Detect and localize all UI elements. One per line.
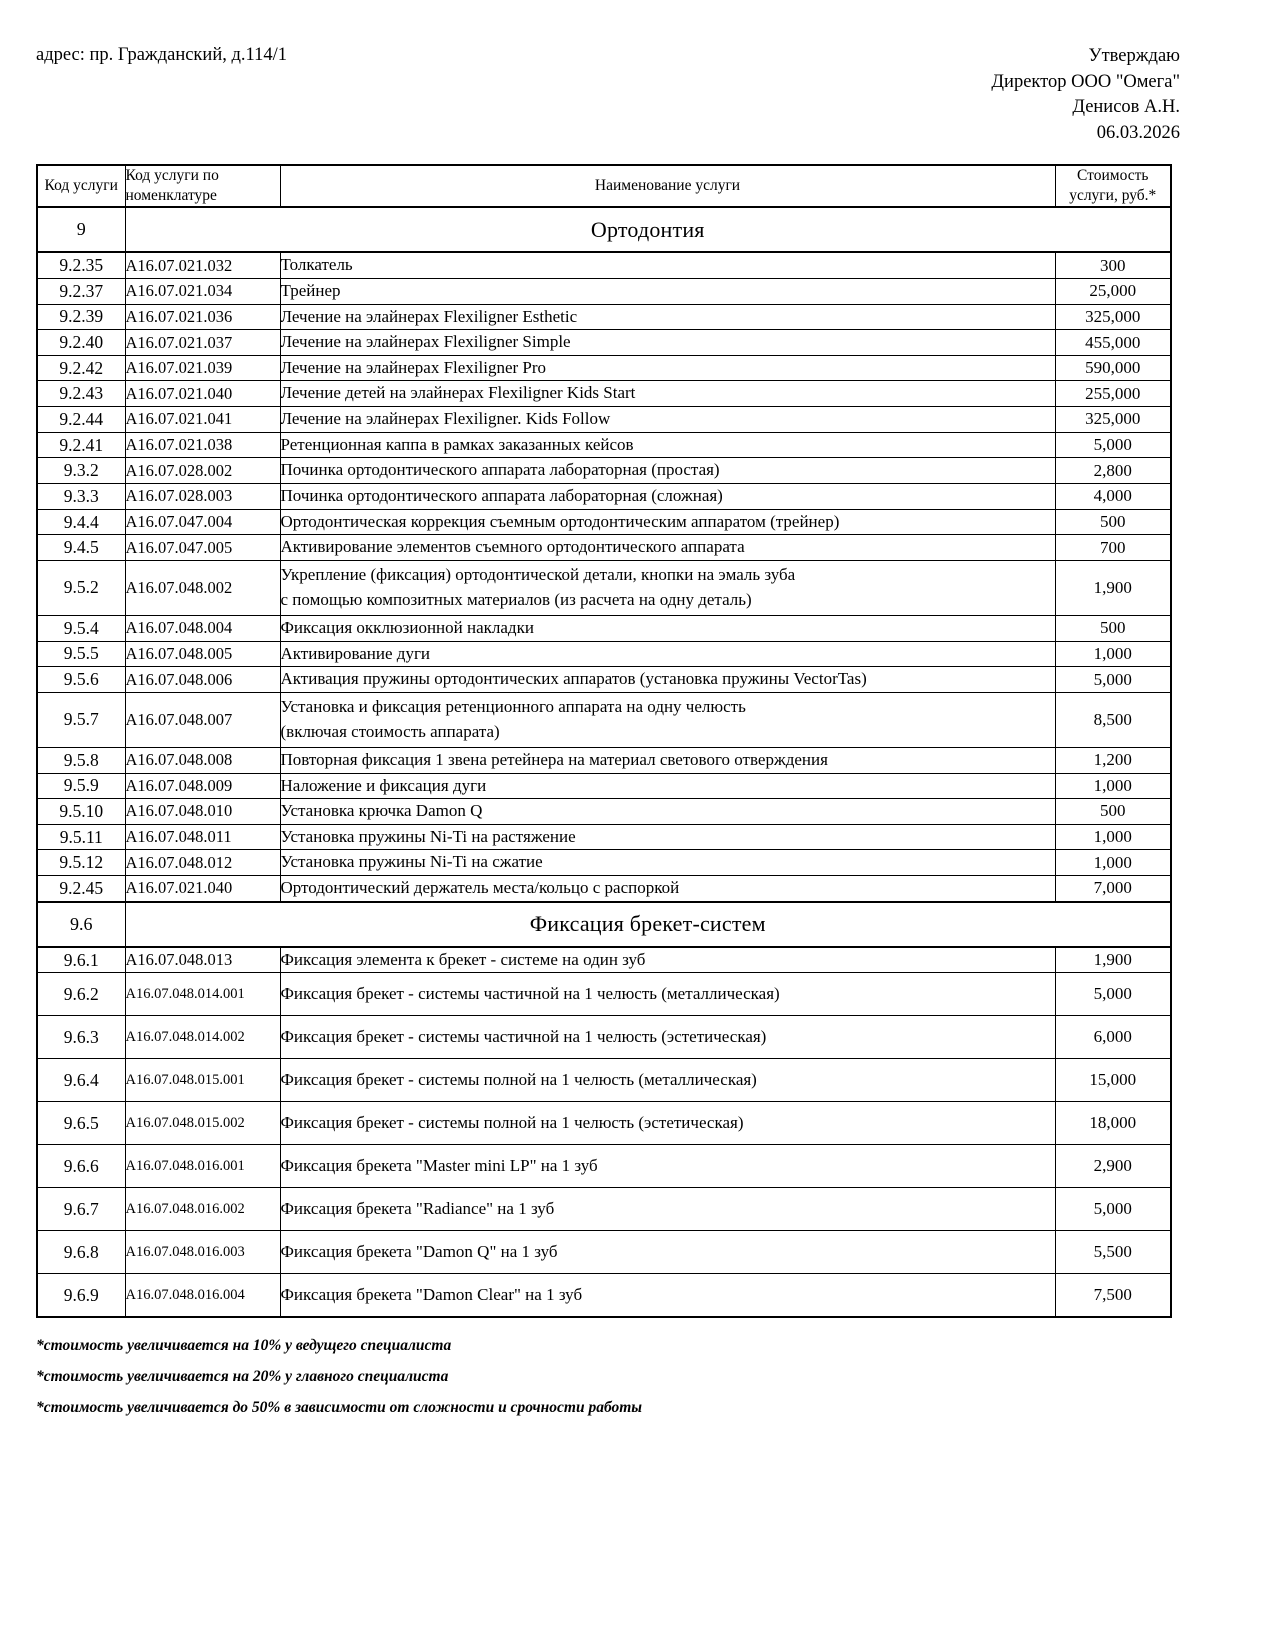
service-price: 255,000 — [1055, 381, 1171, 407]
table-row — [37, 615, 1171, 641]
service-price: 455,000 — [1055, 330, 1171, 356]
service-name: Фиксация брекета "Damon Q" на 1 зуб — [280, 1231, 1055, 1274]
service-name: Укрепление (фиксация) ортодонтической детали, кнопки на эмаль зуба с помощью композитных материалов (из расчета на одну деталь) — [280, 560, 1055, 615]
column-header-code: Код услуги — [37, 165, 125, 207]
service-code: 9.2.40 — [37, 330, 125, 356]
service-price: 2,800 — [1055, 458, 1171, 484]
service-price: 4,000 — [1055, 484, 1171, 510]
service-price: 1,000 — [1055, 773, 1171, 799]
approval-date: 06.03.2026 — [1096, 122, 1180, 143]
service-price: 6,000 — [1055, 1016, 1171, 1059]
service-price: 500 — [1055, 615, 1171, 641]
service-price: 700 — [1055, 535, 1171, 561]
director-name: Денисов А.Н. — [1072, 97, 1180, 118]
service-name: Установка пружины Ni-Ti на растяжение — [280, 824, 1055, 850]
service-name: Фиксация брекет - системы частичной на 1 челюсть (металлическая) — [280, 973, 1055, 1016]
service-price: 500 — [1055, 799, 1171, 825]
service-code: 9.3.2 — [37, 458, 125, 484]
nomenclature-code: A16.07.048.010 — [125, 799, 280, 825]
service-price: 5,500 — [1055, 1231, 1171, 1274]
service-price: 5,000 — [1055, 973, 1171, 1016]
table-row — [37, 692, 1171, 747]
table-row — [37, 304, 1171, 330]
nomenclature-code: A16.07.048.002 — [125, 560, 280, 615]
table-row — [37, 509, 1171, 535]
nomenclature-code: A16.07.047.004 — [125, 509, 280, 535]
document-header — [36, 44, 1180, 150]
nomenclature-code: A16.07.048.008 — [125, 747, 280, 773]
service-code: 9.2.37 — [37, 278, 125, 304]
service-price: 325,000 — [1055, 407, 1171, 433]
service-name: Активирование элементов съемного ортодонтического аппарата — [280, 535, 1055, 561]
table-row — [37, 1231, 1171, 1274]
service-price: 5,000 — [1055, 667, 1171, 693]
table-body — [37, 207, 1171, 1317]
service-name: Установка крючка Damon Q — [280, 799, 1055, 825]
service-price: 8,500 — [1055, 692, 1171, 747]
service-code: 9.5.6 — [37, 667, 125, 693]
service-code: 9.6.2 — [37, 973, 125, 1016]
nomenclature-code: A16.07.048.006 — [125, 667, 280, 693]
nomenclature-code: A16.07.048.016.001 — [125, 1145, 280, 1188]
nomenclature-code: A16.07.048.016.003 — [125, 1231, 280, 1274]
nomenclature-code: A16.07.021.040 — [125, 876, 280, 902]
service-name: Установка пружины Ni-Ti на сжатие — [280, 850, 1055, 876]
table-header-row — [37, 165, 1171, 207]
service-name: Установка и фиксация ретенционного аппарата на одну челюсть (включая стоимость аппарата) — [280, 692, 1055, 747]
nomenclature-code: A16.07.048.016.004 — [125, 1274, 280, 1318]
nomenclature-code: A16.07.048.015.001 — [125, 1059, 280, 1102]
nomenclature-code: A16.07.028.003 — [125, 484, 280, 510]
table-head — [37, 165, 1171, 207]
service-price: 1,000 — [1055, 641, 1171, 667]
service-price: 325,000 — [1055, 304, 1171, 330]
table-row — [37, 252, 1171, 278]
service-code: 9.6.9 — [37, 1274, 125, 1318]
service-code: 9.5.5 — [37, 641, 125, 667]
service-price: 5,000 — [1055, 1188, 1171, 1231]
service-name: Наложение и фиксация дуги — [280, 773, 1055, 799]
section-row — [37, 902, 1171, 947]
nomenclature-code: A16.07.021.041 — [125, 407, 280, 433]
approval-label: Утверждаю — [1088, 46, 1180, 66]
service-code: 9.5.8 — [37, 747, 125, 773]
clinic-address: адрес: пр. Гражданский, д.114/1 — [36, 45, 287, 65]
director-title: Директор ООО "Омега" — [991, 71, 1180, 92]
service-name: Фиксация брекета "Damon Clear" на 1 зуб — [280, 1274, 1055, 1318]
footnote: *стоимость увеличивается на 20% у главного специалиста — [36, 1368, 449, 1386]
service-code: 9.6.6 — [37, 1145, 125, 1188]
service-code: 9.2.39 — [37, 304, 125, 330]
table-row — [37, 1016, 1171, 1059]
service-name: Фиксация брекета "Master mini LP" на 1 зуб — [280, 1145, 1055, 1188]
table-row — [37, 278, 1171, 304]
table-row — [37, 381, 1171, 407]
table-row — [37, 773, 1171, 799]
table-row — [37, 535, 1171, 561]
service-code: 9.2.35 — [37, 252, 125, 278]
nomenclature-code: A16.07.048.016.002 — [125, 1188, 280, 1231]
service-name: Ретенционная каппа в рамках заказанных кейсов — [280, 432, 1055, 458]
service-name: Починка ортодонтического аппарата лабораторная (сложная) — [280, 484, 1055, 510]
service-name: Лечение на элайнерах Flexiligner Pro — [280, 355, 1055, 381]
nomenclature-code: A16.07.021.032 — [125, 252, 280, 278]
service-name: Починка ортодонтического аппарата лабораторная (простая) — [280, 458, 1055, 484]
service-code: 9.6.7 — [37, 1188, 125, 1231]
table-row — [37, 560, 1171, 615]
nomenclature-code: A16.07.021.037 — [125, 330, 280, 356]
service-code: 9.5.10 — [37, 799, 125, 825]
section-code: 9.6 — [37, 902, 125, 947]
price-list-table — [36, 164, 1172, 1318]
service-code: 9.2.44 — [37, 407, 125, 433]
footnote: *стоимость увеличивается до 50% в зависимости от сложности и срочности работы — [36, 1399, 643, 1417]
service-code: 9.2.45 — [37, 876, 125, 902]
service-code: 9.3.3 — [37, 484, 125, 510]
service-price: 7,500 — [1055, 1274, 1171, 1318]
service-name: Трейнер — [280, 278, 1055, 304]
table-row — [37, 458, 1171, 484]
service-code: 9.5.12 — [37, 850, 125, 876]
service-name: Толкатель — [280, 252, 1055, 278]
section-title: Ортодонтия — [125, 207, 1171, 252]
service-code: 9.6.3 — [37, 1016, 125, 1059]
service-code: 9.6.8 — [37, 1231, 125, 1274]
column-header-nomenclature: Код услуги по номенклатуре — [125, 165, 280, 207]
service-price: 5,000 — [1055, 432, 1171, 458]
service-price: 1,900 — [1055, 947, 1171, 973]
section-title: Фиксация брекет-систем — [125, 902, 1171, 947]
footnote: *стоимость увеличивается на 10% у ведущего специалиста — [36, 1337, 452, 1355]
nomenclature-code: A16.07.028.002 — [125, 458, 280, 484]
table-row — [37, 850, 1171, 876]
table-row — [37, 1188, 1171, 1231]
service-price: 1,200 — [1055, 747, 1171, 773]
service-name: Лечение детей на элайнерах Flexiligner Kids Start — [280, 381, 1055, 407]
column-header-price: Стоимость услуги, руб.* — [1055, 165, 1171, 207]
table-row — [37, 355, 1171, 381]
service-name: Лечение на элайнерах Flexiligner Simple — [280, 330, 1055, 356]
nomenclature-code: A16.07.048.007 — [125, 692, 280, 747]
service-name: Лечение на элайнерах Flexiligner Esthetic — [280, 304, 1055, 330]
service-name: Ортодонтическая коррекция съемным ортодонтическим аппаратом (трейнер) — [280, 509, 1055, 535]
service-code: 9.4.5 — [37, 535, 125, 561]
service-code: 9.2.42 — [37, 355, 125, 381]
table-row — [37, 747, 1171, 773]
service-code: 9.5.4 — [37, 615, 125, 641]
service-code: 9.6.4 — [37, 1059, 125, 1102]
service-code: 9.5.2 — [37, 560, 125, 615]
service-price: 300 — [1055, 252, 1171, 278]
service-name: Активация пружины ортодонтических аппаратов (установка пружины VectorTas) — [280, 667, 1055, 693]
table-row — [37, 641, 1171, 667]
nomenclature-code: A16.07.048.005 — [125, 641, 280, 667]
service-price: 500 — [1055, 509, 1171, 535]
nomenclature-code: A16.07.048.012 — [125, 850, 280, 876]
table-row — [37, 824, 1171, 850]
table-row — [37, 1145, 1171, 1188]
table-row — [37, 947, 1171, 973]
table-row — [37, 1102, 1171, 1145]
section-code: 9 — [37, 207, 125, 252]
service-price: 15,000 — [1055, 1059, 1171, 1102]
service-name: Ортодонтический держатель места/кольцо с распоркой — [280, 876, 1055, 902]
service-code: 9.5.11 — [37, 824, 125, 850]
service-code: 9.5.9 — [37, 773, 125, 799]
service-price: 25,000 — [1055, 278, 1171, 304]
table-row — [37, 667, 1171, 693]
table-row — [37, 484, 1171, 510]
nomenclature-code: A16.07.048.009 — [125, 773, 280, 799]
approval-block — [991, 44, 1180, 146]
nomenclature-code: A16.07.048.015.002 — [125, 1102, 280, 1145]
nomenclature-code: A16.07.021.039 — [125, 355, 280, 381]
service-price: 1,900 — [1055, 560, 1171, 615]
table-row — [37, 973, 1171, 1016]
nomenclature-code: A16.07.048.011 — [125, 824, 280, 850]
service-name: Фиксация брекет - системы частичной на 1 челюсть (эстетическая) — [280, 1016, 1055, 1059]
service-name: Активирование дуги — [280, 641, 1055, 667]
service-code: 9.6.1 — [37, 947, 125, 973]
nomenclature-code: A16.07.048.014.002 — [125, 1016, 280, 1059]
service-name: Фиксация брекета "Radiance" на 1 зуб — [280, 1188, 1055, 1231]
service-name: Фиксация окклюзионной накладки — [280, 615, 1055, 641]
section-row — [37, 207, 1171, 252]
footnotes — [36, 1330, 1180, 1423]
nomenclature-code: A16.07.048.004 — [125, 615, 280, 641]
service-name: Лечение на элайнерах Flexiligner. Kids Follow — [280, 407, 1055, 433]
table-row — [37, 432, 1171, 458]
service-name: Фиксация брекет - системы полной на 1 челюсть (эстетическая) — [280, 1102, 1055, 1145]
service-code: 9.6.5 — [37, 1102, 125, 1145]
nomenclature-code: A16.07.021.034 — [125, 278, 280, 304]
nomenclature-code: A16.07.047.005 — [125, 535, 280, 561]
service-name: Фиксация элемента к брекет - системе на один зуб — [280, 947, 1055, 973]
nomenclature-code: A16.07.021.040 — [125, 381, 280, 407]
service-code: 9.2.43 — [37, 381, 125, 407]
service-price: 2,900 — [1055, 1145, 1171, 1188]
service-name: Фиксация брекет - системы полной на 1 челюсть (металлическая) — [280, 1059, 1055, 1102]
nomenclature-code: A16.07.021.036 — [125, 304, 280, 330]
service-price: 590,000 — [1055, 355, 1171, 381]
service-code: 9.5.7 — [37, 692, 125, 747]
nomenclature-code: A16.07.048.013 — [125, 947, 280, 973]
table-row — [37, 799, 1171, 825]
service-price: 18,000 — [1055, 1102, 1171, 1145]
service-price: 7,000 — [1055, 876, 1171, 902]
service-code: 9.2.41 — [37, 432, 125, 458]
service-name: Повторная фиксация 1 звена ретейнера на материал светового отверждения — [280, 747, 1055, 773]
table-row — [37, 1059, 1171, 1102]
service-code: 9.4.4 — [37, 509, 125, 535]
nomenclature-code: A16.07.048.014.001 — [125, 973, 280, 1016]
table-row — [37, 330, 1171, 356]
table-row — [37, 876, 1171, 902]
column-header-name: Наименование услуги — [280, 165, 1055, 207]
nomenclature-code: A16.07.021.038 — [125, 432, 280, 458]
service-price: 1,000 — [1055, 850, 1171, 876]
service-price: 1,000 — [1055, 824, 1171, 850]
table-row — [37, 407, 1171, 433]
table-row — [37, 1274, 1171, 1318]
